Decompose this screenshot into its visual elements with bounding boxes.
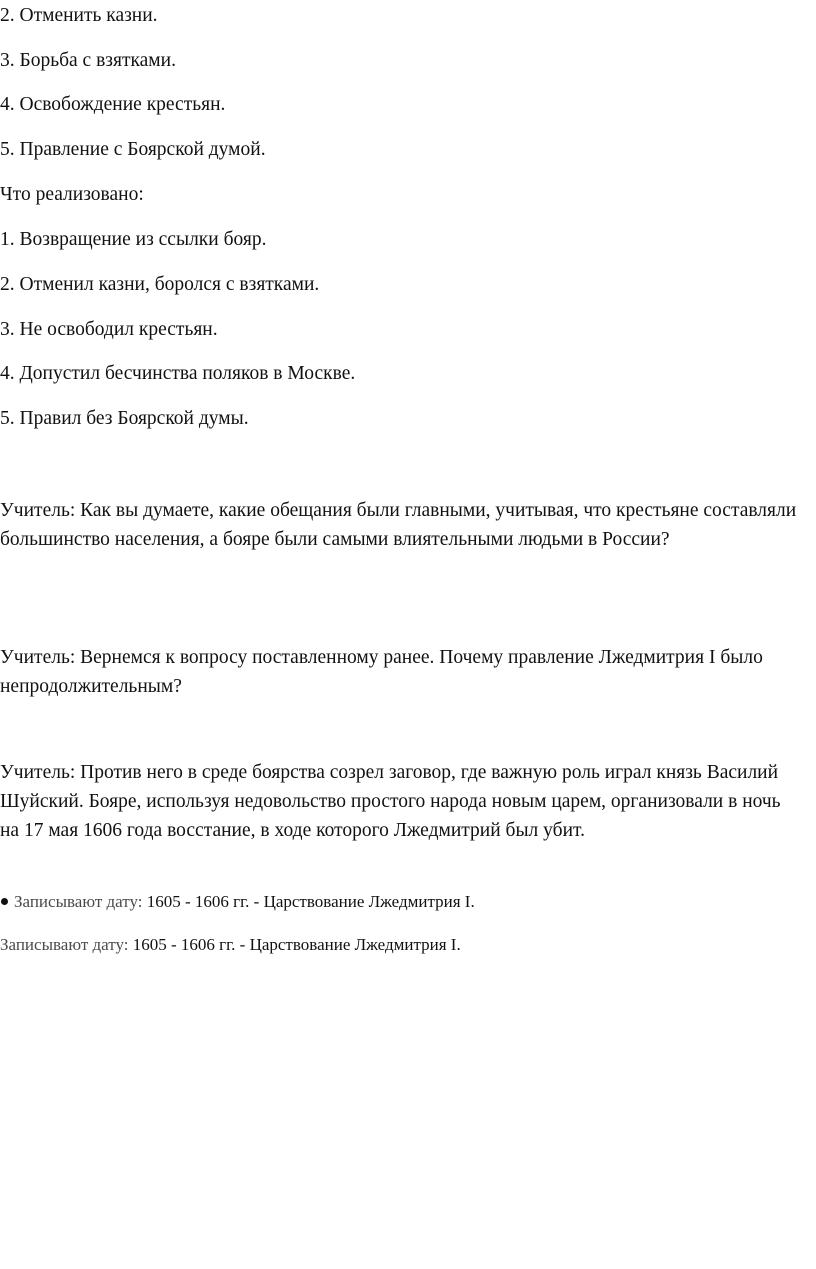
note	[0, 936, 461, 953]
list-item: 4. Допустил бесчинства поляков в Москве.	[0, 363, 356, 384]
list-item: 3. Не освободил крестьян.	[0, 319, 218, 340]
note-label: Записывают дату:	[0, 935, 129, 954]
realized-heading: Что реализовано:	[0, 184, 144, 205]
note-bulleted	[0, 893, 475, 910]
teacher-paragraph: Учитель: Вернемся к вопросу поставленному ранее. Почему правление Лжедмитрия I было непродолжительным?	[0, 647, 763, 697]
bullet-icon	[1, 898, 8, 905]
list-item: 5. Правление с Боярской думой.	[0, 139, 266, 160]
note-text: 1605 - 1606 гг. - Царствование Лжедмитрия I.	[128, 935, 461, 954]
list-item: 5. Правил без Боярской думы.	[0, 408, 249, 429]
list-item: 4. Освобождение крестьян.	[0, 94, 226, 115]
list-item: 2. Отменил казни, боролся с взятками.	[0, 274, 320, 295]
list-item: 2. Отменить казни.	[0, 5, 158, 26]
list-item: 3. Борьба с взятками.	[0, 50, 176, 71]
note-label: Записывают дату:	[14, 892, 143, 911]
list-item: 1. Возвращение из ссылки бояр.	[0, 229, 267, 250]
teacher-paragraph: Учитель: Против него в среде боярства созрел заговор, где важную роль играл князь Василий Шуйский. Бояре, используя недовольство простого народа новым царем, организовали в ночь на 17 мая 1606 года восстание, в ходе которого Лжедмитрий был убит.	[0, 762, 781, 841]
note-text: 1605 - 1606 гг. - Царствование Лжедмитрия I.	[142, 892, 475, 911]
teacher-paragraph: Учитель: Как вы думаете, какие обещания были главными, учитывая, что крестьяне составляли большинство населения, а бояре были самыми влиятельными людьми в России?	[0, 500, 797, 550]
